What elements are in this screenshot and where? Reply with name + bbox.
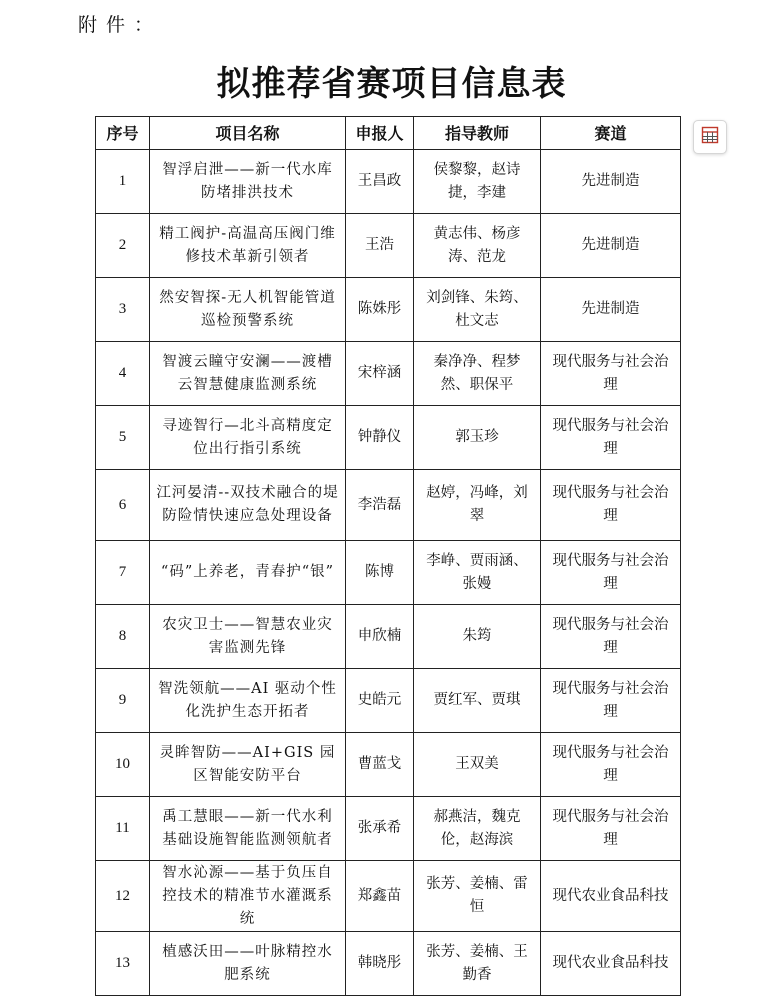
- cell-track: 现代服务与社会治理: [541, 541, 681, 605]
- cell-no: 11: [96, 797, 150, 861]
- cell-project-name: 智渡云瞳守安澜——渡槽云智慧健康监测系统: [150, 342, 346, 406]
- cell-advisor: 张芳、姜楠、雷恒: [414, 861, 541, 932]
- cell-advisor: 郝燕洁，魏克伦，赵海滨: [414, 797, 541, 861]
- cell-advisor: 刘剑锋、朱筠、杜文志: [414, 278, 541, 342]
- cell-no: 5: [96, 406, 150, 470]
- table-row: [96, 470, 681, 541]
- cell-project-name: 智水沁源——基于负压自控技术的精准节水灌溉系统: [150, 861, 346, 932]
- cell-project-name: 禹工慧眼——新一代水利基础设施智能监测领航者: [150, 797, 346, 861]
- cell-project-name: 精工阀护-高温高压阀门维修技术革新引领者: [150, 214, 346, 278]
- cell-project-name: 然安智探-无人机智能管道巡检预警系统: [150, 278, 346, 342]
- cell-track: 现代服务与社会治理: [541, 470, 681, 541]
- cell-applicant: 王浩: [346, 214, 414, 278]
- cell-applicant: 宋梓涵: [346, 342, 414, 406]
- cell-track: 现代服务与社会治理: [541, 733, 681, 797]
- cell-project-name: “码”上养老，青春护“银”: [150, 541, 346, 605]
- cell-project-name: 农灾卫士——智慧农业灾害监测先锋: [150, 605, 346, 669]
- cell-no: 3: [96, 278, 150, 342]
- cell-advisor: 黄志伟、杨彦涛、范龙: [414, 214, 541, 278]
- header-track: 赛道: [541, 117, 681, 150]
- table-row: [96, 342, 681, 406]
- cell-no: 7: [96, 541, 150, 605]
- table-row: [96, 669, 681, 733]
- cell-applicant: 史皓元: [346, 669, 414, 733]
- cell-track: 现代服务与社会治理: [541, 669, 681, 733]
- cell-no: 9: [96, 669, 150, 733]
- table-header-row: [96, 117, 681, 150]
- cell-no: 1: [96, 150, 150, 214]
- cell-project-name: 灵眸智防——AI+GIS 园区智能安防平台: [150, 733, 346, 797]
- cell-track: 现代服务与社会治理: [541, 797, 681, 861]
- cell-advisor: 郭玉珍: [414, 406, 541, 470]
- cell-project-name: 智洗领航——AI 驱动个性化洗护生态开拓者: [150, 669, 346, 733]
- cell-applicant: 李浩磊: [346, 470, 414, 541]
- cell-no: 2: [96, 214, 150, 278]
- cell-advisor: 李峥、贾雨涵、张嫚: [414, 541, 541, 605]
- cell-no: 10: [96, 733, 150, 797]
- cell-track: 现代服务与社会治理: [541, 605, 681, 669]
- cell-applicant: 张承希: [346, 797, 414, 861]
- cell-project-name: 植感沃田——叶脉精控水肥系统: [150, 932, 346, 996]
- header-advisor: 指导教师: [414, 117, 541, 150]
- header-no: 序号: [96, 117, 150, 150]
- cell-advisor: 赵婷，冯峰，刘翠: [414, 470, 541, 541]
- cell-track: 先进制造: [541, 278, 681, 342]
- table-row: [96, 797, 681, 861]
- cell-advisor: 贾红军、贾琪: [414, 669, 541, 733]
- table-tool-button[interactable]: [693, 120, 727, 154]
- cell-no: 8: [96, 605, 150, 669]
- cell-project-name: 智浮启泄——新一代水库防堵排洪技术: [150, 150, 346, 214]
- table-row: [96, 932, 681, 996]
- table-row: [96, 861, 681, 932]
- table-row: [96, 733, 681, 797]
- cell-advisor: 朱筠: [414, 605, 541, 669]
- cell-applicant: 韩晓彤: [346, 932, 414, 996]
- cell-track: 现代农业食品科技: [541, 861, 681, 932]
- cell-applicant: 陈博: [346, 541, 414, 605]
- cell-advisor: 秦净净、程梦然、职保平: [414, 342, 541, 406]
- cell-advisor: 张芳、姜楠、王勤香: [414, 932, 541, 996]
- cell-applicant: 王昌政: [346, 150, 414, 214]
- table-row: [96, 541, 681, 605]
- table-row: [96, 406, 681, 470]
- cell-applicant: 曹蓝戈: [346, 733, 414, 797]
- cell-advisor: 王双美: [414, 733, 541, 797]
- cell-track: 先进制造: [541, 150, 681, 214]
- cell-no: 4: [96, 342, 150, 406]
- cell-applicant: 申欣楠: [346, 605, 414, 669]
- table-row: [96, 150, 681, 214]
- cell-applicant: 陈姝彤: [346, 278, 414, 342]
- cell-no: 13: [96, 932, 150, 996]
- cell-project-name: 寻迹智行—北斗高精度定位出行指引系统: [150, 406, 346, 470]
- cell-no: 12: [96, 861, 150, 932]
- cell-applicant: 郑鑫苗: [346, 861, 414, 932]
- cell-advisor: 侯黎黎，赵诗捷，李建: [414, 150, 541, 214]
- cell-track: 现代服务与社会治理: [541, 406, 681, 470]
- cell-track: 先进制造: [541, 214, 681, 278]
- cell-track: 现代农业食品科技: [541, 932, 681, 996]
- table-grid-icon: [701, 126, 719, 148]
- cell-project-name: 江河晏清--双技术融合的堤防险情快速应急处理设备: [150, 470, 346, 541]
- cell-track: 现代服务与社会治理: [541, 342, 681, 406]
- table-row: [96, 214, 681, 278]
- document-title: 拟推荐省赛项目信息表: [216, 64, 567, 104]
- table-row: [96, 278, 681, 342]
- cell-no: 6: [96, 470, 150, 541]
- header-project-name: 项目名称: [150, 117, 346, 150]
- cell-applicant: 钟静仪: [346, 406, 414, 470]
- header-applicant: 申报人: [346, 117, 414, 150]
- project-table: [95, 116, 681, 996]
- table-row: [96, 605, 681, 669]
- attachment-label: 附件：: [78, 14, 163, 36]
